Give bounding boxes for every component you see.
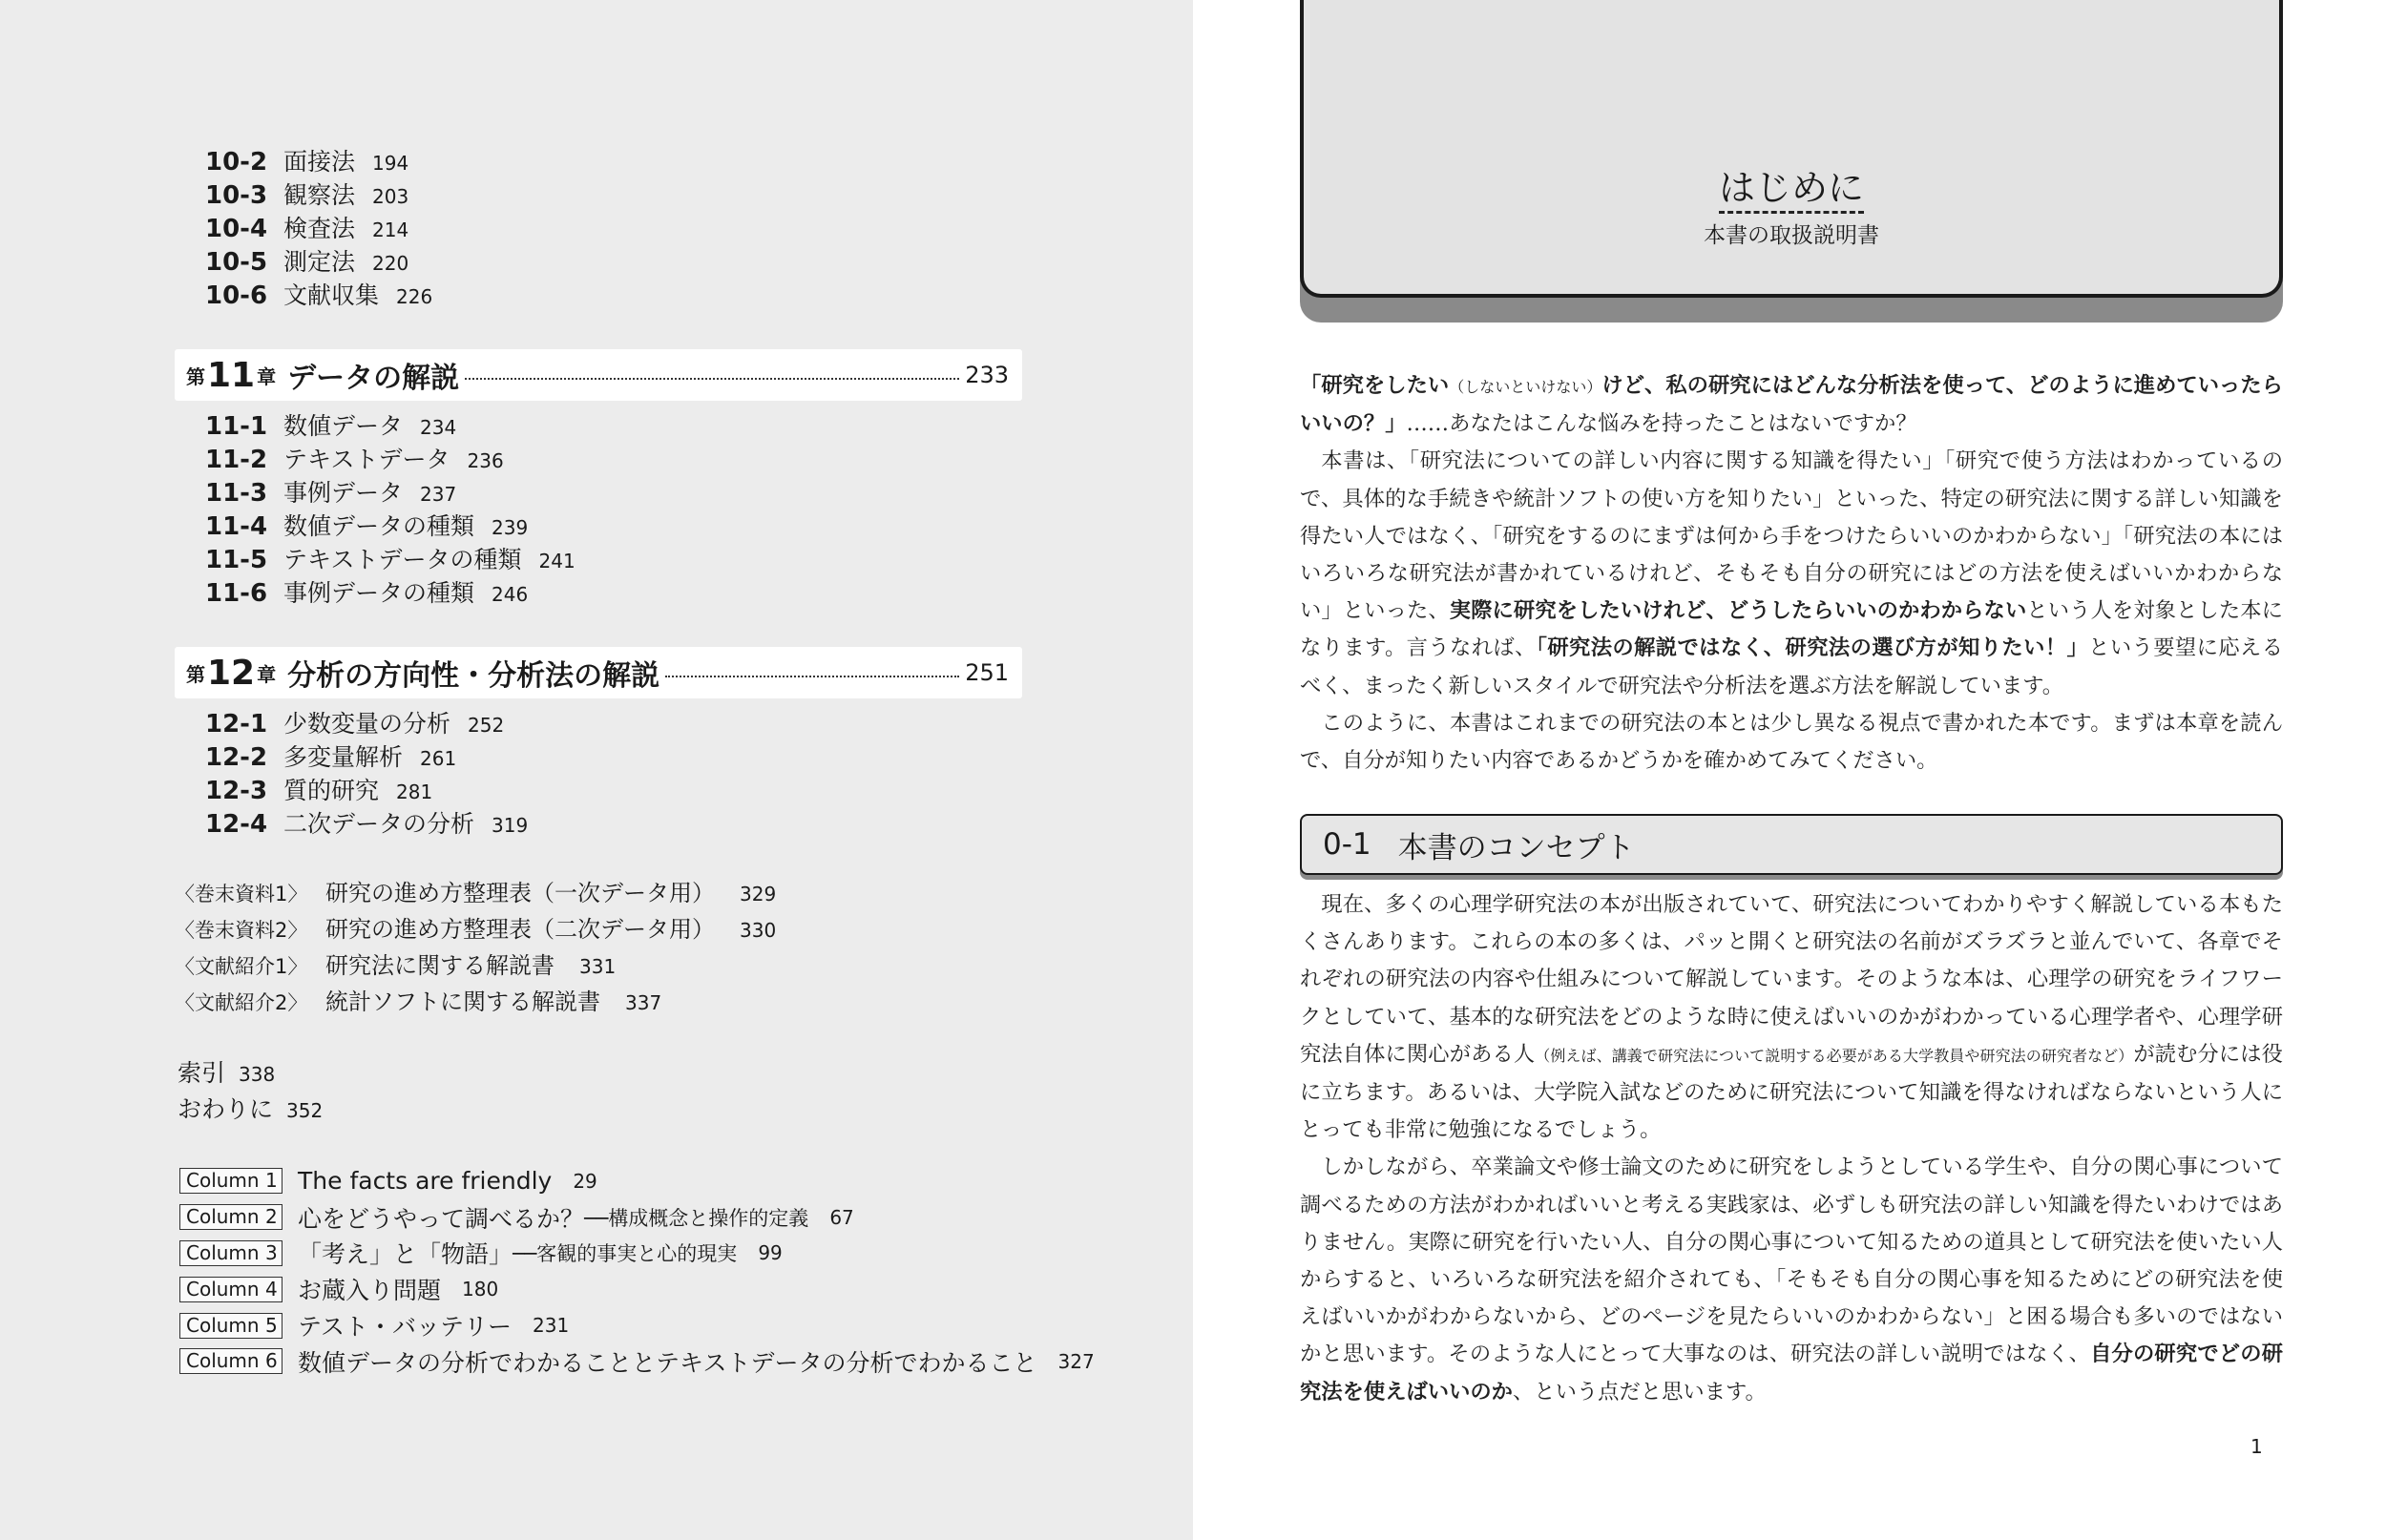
column-item[interactable]: Column 1 The facts are friendly 29	[179, 1163, 1095, 1199]
toc-group-11	[205, 409, 576, 610]
toc-item[interactable]: 12-1 少数変量の分析 252	[205, 710, 505, 739]
toc-item[interactable]: 10-4 検査法 214	[205, 215, 409, 243]
intro-paragraph-1: 「研究をしたい（しないといけない）けど、私の研究にはどんな分析法を使って、どのように進めていったらいいの？」……あなたはこんな悩みを持ったことはないですか？	[1300, 373, 2283, 437]
column-badge: Column 3	[179, 1240, 283, 1266]
toc-item[interactable]: 12-3 質的研究 281	[205, 777, 433, 805]
column-item[interactable]: Column 3 「考え」と「物語」 ──客観的事実と心的現実 99	[179, 1236, 1095, 1272]
column-badge: Column 2	[179, 1204, 283, 1230]
toc-item[interactable]: 11-1 数値データ 234	[205, 412, 457, 441]
hero-title: はじめに	[1719, 167, 1864, 214]
concept-paragraph-1: 現在、多くの心理学研究法の本が出版されていて、研究法についてわかりやすく解説している本もたくさんあります。これらの本の多くは、パッと開くと研究法の名前がズラズラと並んでいて、各章でそれぞれの研究法の内容や仕組みについて解説しています。そのような本は、心理学の研究をライフワークとしていて、基本的な研究法をどのような時に使えばいいのかがわかっている心理学者や、心理学研究法自体に関心がある人（例えば、講義で研究法について説明する必要がある大学教員や研究法の研究者など）が読む分には役に立ちます。あるいは、大学院入試などのために研究法について知識を得なければならないという人にとっても非常に勉強になるでしょう。	[1300, 892, 2283, 1143]
chapter-page: 251	[965, 659, 1009, 686]
column-item[interactable]: Column 5 テスト・バッテリー 231	[179, 1307, 1095, 1343]
chapter-page: 233	[965, 362, 1009, 388]
toc-item[interactable]: 12-4 二次データの分析 319	[205, 810, 529, 839]
chapter-11-heading[interactable]: 第 11 章 データの解説 233	[175, 349, 1022, 401]
toc-item[interactable]: 10-5 測定法 220	[205, 248, 409, 277]
index-entry[interactable]: 索引 338	[178, 1059, 276, 1087]
dot-leader	[665, 676, 959, 677]
chapter-title: データの解説	[287, 362, 460, 395]
page-number: 1	[2250, 1435, 2263, 1458]
hero-subtitle: 本書の取扱説明書	[1704, 223, 1879, 248]
intro-paragraph-2: 本書は、「研究法についての詳しい内容に関する知識を得たい」「研究で使う方法はわかっているので、具体的な手続きや統計ソフトの使い方を知りたい」といった、特定の研究法に関する詳しい知識を得たい人ではなく、「研究をするのにまずは何から手をつけたらいいのかわからない」「研究法の本にはいろいろな研究法が書かれているけれど、そもそも自分の研究にはどの方法を使えばいいかわからない」といった、実際に研究をしたいけれど、どうしたらいいのかわからないという人を対象とした本になります。言うなれば、「研究法の解説ではなく、研究法の選び方が知りたい！」という要望に応えるべく、まったく新しいスタイルで研究法や分析法を選ぶ方法を解説しています。	[1300, 448, 2283, 698]
toc-item[interactable]: 10-3 観察法 203	[205, 181, 409, 210]
column-item[interactable]: Column 6 数値データの分析でわかることとテキストデータの分析でわかること 327	[179, 1343, 1095, 1380]
intro-paragraph-3: このように、本書はこれまでの研究法の本とは少し異なる視点で書かれた本です。まずは本章を読んで、自分が知りたい内容であるかどうかを確かめてみてください。	[1300, 710, 2283, 774]
column-item[interactable]: Column 4 お蔵入り問題 180	[179, 1271, 1095, 1307]
afterword-entry[interactable]: おわりに 352	[178, 1095, 324, 1123]
toc-group-12	[205, 707, 528, 841]
column-badge: Column 6	[179, 1348, 283, 1374]
appendix-item[interactable]: 〈文献紹介1〉 研究法に関する解説書 331	[175, 952, 617, 979]
appendix-list	[175, 875, 776, 1020]
toc-item[interactable]: 11-6 事例データの種類 246	[205, 579, 529, 608]
concept-text	[1300, 886, 2283, 1411]
column-badge: Column 1	[179, 1168, 283, 1194]
toc-item[interactable]: 10-6 文献収集 226	[205, 281, 433, 310]
section-number: 0-1	[1323, 827, 1371, 862]
appendix-item[interactable]: 〈文献紹介2〉 統計ソフトに関する解説書 337	[175, 989, 662, 1015]
toc-item[interactable]: 11-2 テキストデータ 236	[205, 446, 504, 474]
chapter-title: 分析の方向性・分析法の解説	[287, 659, 660, 693]
column-list	[179, 1163, 1095, 1380]
concept-paragraph-2: しかしながら、卒業論文や修士論文のために研究をしようとしている学生や、自分の関心事について調べるための方法がわかればいいと考える実践家は、必ずしも研究法の詳しい知識を得たいわけではありません。実際に研究を行いたい人、自分の関心事について知るための道具として研究法を使いたい人からすると、いろいろな研究法を紹介されても、「そもそも自分の関心事を知るためにどの研究法を使えばいいかがわからないから、どのページを見たらいいのかわからない」と困る場合も多いのではないかと思います。そのような人にとって大事なのは、研究法の詳しい説明ではなく、自分の研究でどの研究法を使えばいいのか、という点だと思います。	[1300, 1155, 2283, 1405]
toc-group-10	[205, 145, 432, 312]
hero-box	[1300, 0, 2283, 298]
chapter-12-heading[interactable]: 第 12 章 分析の方向性・分析法の解説 251	[175, 647, 1022, 698]
toc-item[interactable]: 11-4 数値データの種類 239	[205, 512, 529, 541]
dot-leader	[465, 378, 959, 380]
section-title: 本書のコンセプト	[1397, 830, 1635, 865]
appendix-item[interactable]: 〈巻末資料1〉 研究の進め方整理表（一次データ用） 329	[175, 880, 777, 906]
column-badge: Column 5	[179, 1313, 283, 1339]
toc-item[interactable]: 12-2 多変量解析 261	[205, 743, 457, 772]
intro-text	[1300, 367, 2283, 780]
column-badge: Column 4	[179, 1277, 283, 1302]
back-matter-list	[178, 1055, 323, 1128]
toc-item[interactable]: 11-3 事例データ 237	[205, 479, 457, 508]
appendix-item[interactable]: 〈巻末資料2〉 研究の進め方整理表（二次データ用） 330	[175, 916, 777, 943]
column-item[interactable]: Column 2 心をどうやって調べるか？ ──構成概念と操作的定義 67	[179, 1199, 1095, 1236]
toc-item[interactable]: 11-5 テキストデータの種類 241	[205, 546, 576, 574]
toc-item[interactable]: 10-2 面接法 194	[205, 148, 409, 177]
section-heading-0-1	[1300, 814, 2283, 875]
